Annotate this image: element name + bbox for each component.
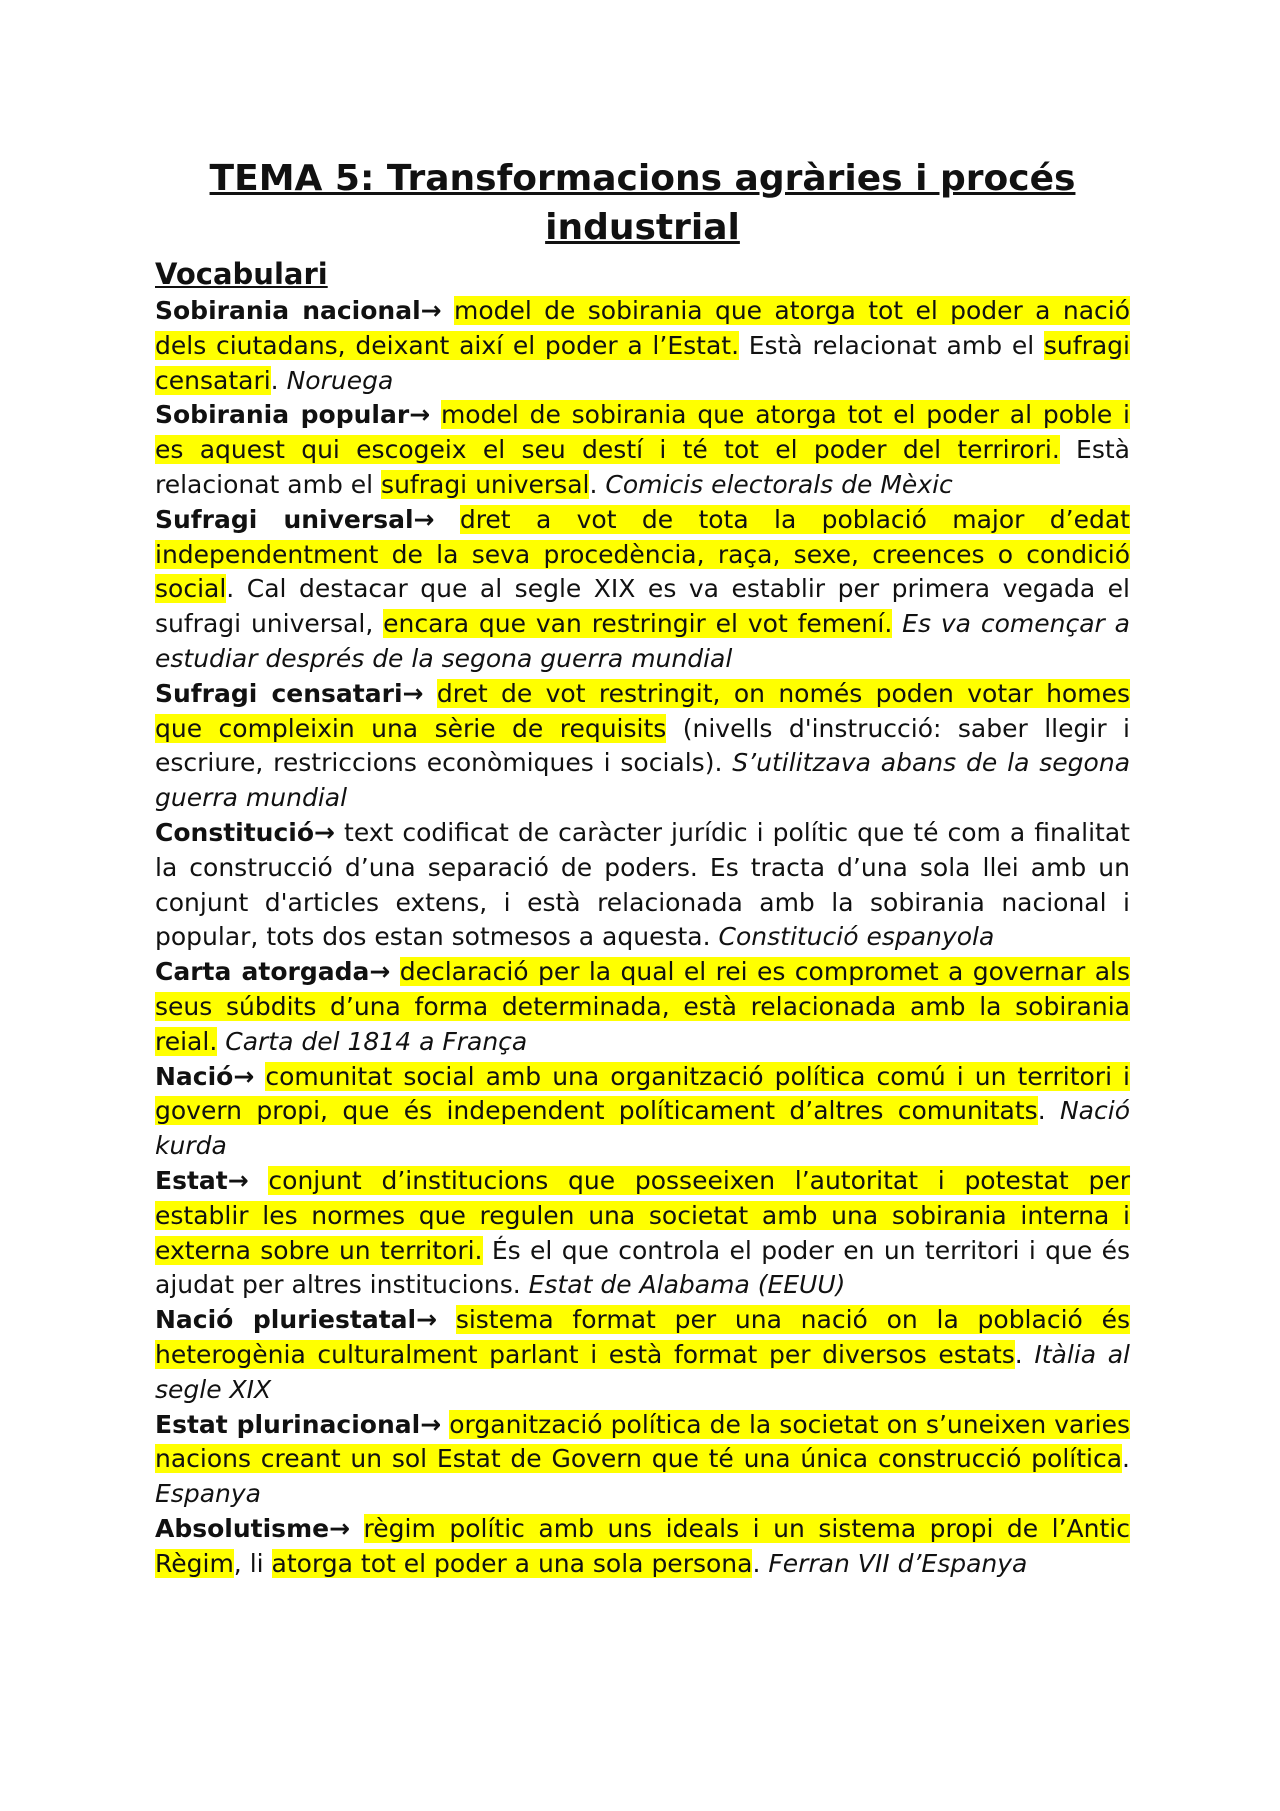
entry-term: Carta atorgada: [155, 957, 370, 987]
entry-term: Sufragi censatari: [155, 678, 403, 708]
definition-text: .: [589, 469, 606, 499]
definition-text: [423, 679, 436, 708]
definition-text: . Cal destacar que al segle XIX es va establir per primera vegada el sufragi universal,: [155, 574, 1130, 639]
vocabulary-entry: [155, 1060, 1130, 1164]
definition-text: .: [270, 365, 287, 395]
definition-text: [434, 505, 459, 534]
definition-text: [437, 1305, 456, 1334]
entry-example: Noruega: [286, 365, 394, 395]
vocabulary-entry: [155, 1164, 1130, 1303]
definition-text: .: [1037, 1096, 1060, 1126]
entry-term: Nació pluriestatal: [155, 1305, 417, 1335]
highlighted-text: model de sobirania que atorga tot el poder a nació dels ciutadans, deixant així el poder a l’Estat.: [155, 296, 1131, 360]
arrow-icon: →: [402, 678, 424, 708]
vocabulary-entry: [155, 1512, 1130, 1582]
definition-text: És el que controla el poder en un territori i que és ajudat per altres institucions.: [155, 1235, 1130, 1300]
highlighted-text: dret de vot restringit, on només poden votar homes que compleixin una sèrie de requisits: [155, 678, 1130, 743]
entry-example: S’utilitzava abans de la segona guerra mundial: [155, 748, 1131, 813]
definition-text: Està relacionat amb el: [739, 330, 1044, 360]
highlighted-text: règim polític amb uns ideals i un sistema propi de l’Antic Règim: [155, 1513, 1130, 1578]
vocabulary-entry: [155, 1303, 1130, 1407]
arrow-icon: →: [420, 296, 442, 325]
definition-text: , li: [233, 1548, 272, 1578]
entry-term: Nació: [155, 1061, 234, 1091]
highlighted-text: declaració per la qual el rei es compromet a governar als seus súbdits d’una forma determinada, està relacionada amb la sobirania reial.: [155, 957, 1130, 1056]
highlighted-text: dret a vot de tota la població major d’edat independentment de la seva procedència, raça, sexe, creences o condició social: [155, 504, 1130, 604]
arrow-icon: →: [329, 1513, 351, 1543]
highlighted-text: model de sobirania que atorga tot el poder al poble i es aquest qui escogeix el seu destí i té tot el poder del terrirori.: [155, 400, 1130, 465]
highlighted-text: organització política de la societat on s’uneixen varies nacions creant un sol Estat de Govern que té una única construcció política: [155, 1409, 1130, 1474]
vocabulary-entry: [155, 677, 1130, 816]
definition-text: text codificat de caràcter jurídic i polític que té com a finalitat la construcció d’una separació de poders. Es tracta d’una sola llei amb un conjunt d'articles extens, i està relacionada amb la sobirania nacional i popular, tots dos estan sotmesos a aquesta.: [155, 817, 1130, 952]
definition-text: [430, 400, 441, 429]
highlighted-text: sufragi universal: [381, 469, 590, 499]
entry-example: Espanya: [155, 1479, 261, 1509]
definition-text: [249, 1166, 269, 1195]
section-heading: Vocabulari: [155, 257, 328, 291]
entry-example: Ferran VII d’Espanya: [768, 1548, 1028, 1578]
definition-text: [254, 1062, 265, 1091]
entry-example: Carta del 1814 a França: [225, 1026, 528, 1056]
page-title: TEMA 5: Transformacions agràries i procés industrial: [209, 158, 1076, 248]
entry-example: Comicis electorals de Mèxic: [605, 469, 953, 499]
arrow-icon: →: [227, 1165, 249, 1195]
highlighted-text: conjunt d’institucions que posseeixen l’autoritat i potestat per establir les normes que regulen una societat amb una sobirania interna i externa sobre un territori.: [155, 1165, 1130, 1265]
definition-text: .: [1122, 1444, 1130, 1474]
arrow-icon: →: [369, 957, 391, 987]
arrow-icon: →: [413, 504, 435, 534]
arrow-icon: →: [420, 1409, 442, 1439]
definition-text: Està relacionat amb el: [155, 435, 1130, 499]
vocabulary-list: [155, 294, 1130, 1581]
vocabulary-entry: [155, 955, 1130, 1059]
highlighted-text: sufragi censatari: [155, 330, 1130, 395]
arrow-icon: →: [314, 817, 335, 847]
entry-example: Es va començar a estudiar després de la segona guerra mundial: [155, 609, 1130, 673]
definition-text: [390, 957, 399, 986]
entry-term: Constitució: [155, 817, 315, 847]
highlighted-text: comunitat social amb una organització política comú i un territori i govern propi, que és independent políticament d’altres comunitats: [155, 1061, 1130, 1126]
definition-text: (nivells d'instrucció: saber llegir i escriure, restriccions econòmiques i socials).: [155, 713, 1130, 778]
highlighted-text: atorga tot el poder a una sola persona: [271, 1548, 753, 1578]
entry-example: Itàlia al segle XIX: [155, 1339, 1130, 1404]
entry-example: Estat de Alabama (EEUU): [528, 1270, 846, 1300]
entry-example: Nació kurda: [155, 1096, 1130, 1161]
document-page: [155, 150, 1130, 1581]
entry-term: Absolutisme: [155, 1513, 330, 1543]
arrow-icon: →: [409, 400, 431, 430]
definition-text: [442, 296, 454, 325]
entry-term: Sobirania nacional: [155, 296, 421, 325]
vocabulary-entry: [155, 1408, 1130, 1512]
highlighted-text: encara que van restringir el vot femení.: [383, 609, 893, 639]
entry-term: Estat: [155, 1165, 228, 1195]
arrow-icon: →: [233, 1061, 255, 1091]
entry-example: Constitució espanyola: [718, 922, 995, 952]
definition-text: [892, 609, 902, 638]
vocabulary-entry: [155, 503, 1130, 677]
entry-term: Sobirania popular: [155, 400, 410, 430]
vocabulary-entry: [155, 816, 1130, 955]
entry-term: Sufragi universal: [155, 504, 414, 534]
highlighted-text: sistema format per una nació on la població és heterogènia culturalment parlant i està format per diversos estats: [155, 1305, 1130, 1369]
vocabulary-entry: [155, 294, 1130, 398]
arrow-icon: →: [416, 1305, 438, 1335]
definition-text: [350, 1514, 364, 1543]
entry-term: Estat plurinacional: [155, 1409, 421, 1439]
vocabulary-entry: [155, 398, 1130, 502]
definition-text: .: [752, 1548, 769, 1578]
definition-text: .: [1014, 1339, 1035, 1369]
